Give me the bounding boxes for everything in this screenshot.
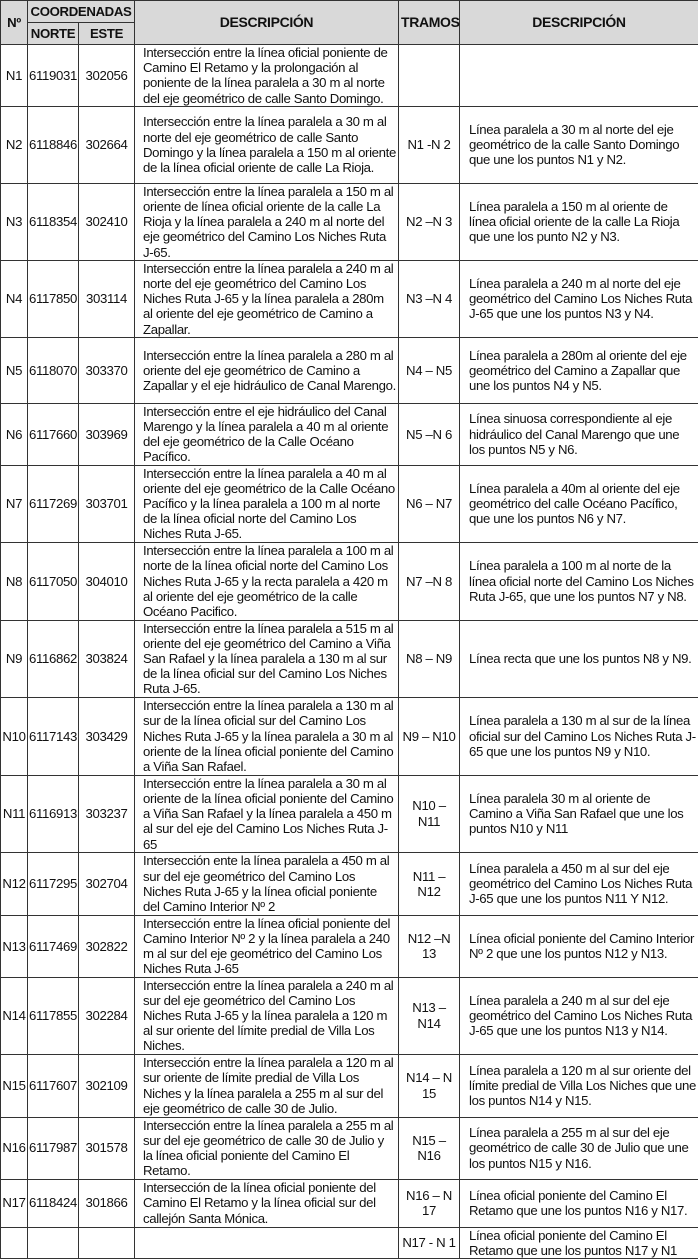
segment-description: Línea paralela a 100 m al norte de la línea oficial norte del Camino Los Niches Ruta J-65, que une los puntos N7 y N8.: [460, 542, 698, 620]
segment-description: Línea paralela a 240 m al norte del eje geométrico del Camino Los Niches Ruta J-65 que une los puntos N3 y N4.: [460, 260, 698, 337]
point-description: Intersección entre la línea paralela a 255 m al sur del eje geométrico de calle 30 de Julio y la línea oficial poniente del Camino El Retamo.: [135, 1117, 399, 1179]
este-coordinate: 302109: [79, 1054, 135, 1117]
segment-description: Línea paralela a 150 m al oriente de línea oficial oriente de la calle La Rioja que une los punto N2 y N3.: [460, 183, 698, 260]
este-coordinate: 301578: [79, 1117, 135, 1179]
norte-coordinate: 6116862: [28, 620, 79, 697]
segment-label: N9 – N10: [399, 697, 460, 775]
point-id: N5: [1, 337, 28, 403]
norte-coordinate: 6116913: [28, 775, 79, 852]
header-tramos: TRAMOS: [399, 1, 460, 45]
segment-label: N1 -N 2: [399, 106, 460, 183]
segment-label: [399, 45, 460, 107]
point-description: Intersección entre la línea paralela a 280 m al oriente del eje geométrico de Camino a Zapallar y el eje hidráulico de Canal Marengo.: [135, 337, 399, 403]
segment-label: N16 – N 17: [399, 1179, 460, 1227]
segment-label: N2 –N 3: [399, 183, 460, 260]
segment-description: Línea paralela a 240 m al sur del eje geométrico del Camino Los Niches Ruta J-65 que une los puntos N13 y N14.: [460, 977, 698, 1054]
point-description: Intersección entre la línea oficial poniente de Camino El Retamo y la prolongación al poniente de la línea paralela a 30 m al norte del eje geométrico de calle Santo Domingo.: [135, 45, 399, 107]
point-id: N13: [1, 915, 28, 977]
point-description: Intersección entre la línea paralela a 40 m al oriente del eje geométrico de la Calle Océano Pacífico y la línea paralela a 100 m al norte de la línea oficial norte del Camino Los Niches Ruta J-65.: [135, 465, 399, 542]
segment-label: N3 –N 4: [399, 260, 460, 337]
este-coordinate: 303237: [79, 775, 135, 852]
este-coordinate: 303370: [79, 337, 135, 403]
norte-coordinate: 6118424: [28, 1179, 79, 1227]
point-description: Intersección ente la línea paralela a 450 m al sur del eje geométrico del Camino Los Niches Ruta J-65 y la línea oficial poniente del Camino Interior Nº 2: [135, 852, 399, 915]
segment-description: Línea sinuosa correspondiente al eje hidráulico del Canal Marengo que une los puntos N5 y N6.: [460, 403, 698, 465]
norte-coordinate: 6117660: [28, 403, 79, 465]
table-row: [1, 260, 698, 337]
este-coordinate: 302284: [79, 977, 135, 1054]
segment-description: Línea paralela a 130 m al sur de la línea oficial sur del Camino Los Niches Ruta J-65 que une los puntos N9 y N10.: [460, 697, 698, 775]
point-description: Intersección entre la línea paralela a 150 m al oriente de línea oficial oriente de la calle La Rioja y la línea paralela a 240 m al norte del eje geométrico del Camino Los Niches Ruta J-65.: [135, 183, 399, 260]
segment-label: N5 –N 6: [399, 403, 460, 465]
table-row: [1, 183, 698, 260]
segment-label: N13 – N14: [399, 977, 460, 1054]
segment-description: Línea oficial poniente del Camino Interior Nº 2 que une los puntos N12 y N13.: [460, 915, 698, 977]
point-id: N16: [1, 1117, 28, 1179]
header-no: Nº: [1, 1, 28, 45]
table-row: [1, 542, 698, 620]
point-description: Intersección entre la línea paralela a 240 m al norte del eje geométrico del Camino Los Niches Ruta J-65 y la línea paralela a 280m al oriente del eje geométrico de Camino a Zapallar.: [135, 260, 399, 337]
segment-description: Línea paralela a 120 m al sur oriente del límite predial de Villa Los Niches que une los puntos N14 y N15.: [460, 1054, 698, 1117]
point-description: Intersección entre la línea paralela a 515 m al oriente del eje geométrico del Camino a Viña San Rafael y la línea paralela a 130 m al sur de la línea oficial sur del Camino Los Niches Ruta J-65.: [135, 620, 399, 697]
point-id: N7: [1, 465, 28, 542]
point-id: [1, 1227, 28, 1258]
point-id: N17: [1, 1179, 28, 1227]
norte-coordinate: 6118846: [28, 106, 79, 183]
este-coordinate: 302056: [79, 45, 135, 107]
point-id: N4: [1, 260, 28, 337]
este-coordinate: 303114: [79, 260, 135, 337]
norte-coordinate: 6118070: [28, 337, 79, 403]
header-este: ESTE: [79, 23, 135, 45]
table-row: [1, 403, 698, 465]
header-coordenadas: COORDENADAS: [28, 1, 135, 23]
segment-description: Línea paralela 30 m al oriente de Camino a Viña San Rafael que une los puntos N10 y N11: [460, 775, 698, 852]
table-row: [1, 915, 698, 977]
point-description: Intersección entre el eje hidráulico del Canal Marengo y la línea paralela a 40 m al oriente del eje geométrico de la Calle Océano Pacífico.: [135, 403, 399, 465]
este-coordinate: 302664: [79, 106, 135, 183]
segment-description: Línea paralela a 40m al oriente del eje geométrico del calle Océano Pacífico, que une los puntos N6 y N7.: [460, 465, 698, 542]
segment-description: Línea oficial poniente del Camino El Retamo que une los puntos N17 y N1: [460, 1227, 698, 1258]
table-row: [1, 977, 698, 1054]
point-description: Intersección entre la línea paralela a 30 m al oriente de la línea oficial poniente del Camino a Viña San Rafael y la línea paralela a 450 m al sur del eje del Camino Los Niches Ruta J-65: [135, 775, 399, 852]
point-id: N15: [1, 1054, 28, 1117]
este-coordinate: 303969: [79, 403, 135, 465]
este-coordinate: 302822: [79, 915, 135, 977]
point-id: N2: [1, 106, 28, 183]
este-coordinate: [79, 1227, 135, 1258]
segment-description: Línea paralela a 30 m al norte del eje geométrico de la calle Santo Domingo que une los puntos N1 y N2.: [460, 106, 698, 183]
table-row: [1, 697, 698, 775]
norte-coordinate: 6117295: [28, 852, 79, 915]
header-descripcion-tramo: DESCRIPCIÓN: [460, 1, 698, 45]
table-row: [1, 106, 698, 183]
point-id: N14: [1, 977, 28, 1054]
segment-label: N15 – N16: [399, 1117, 460, 1179]
table-row: [1, 1179, 698, 1227]
este-coordinate: 302410: [79, 183, 135, 260]
norte-coordinate: 6117469: [28, 915, 79, 977]
point-id: N12: [1, 852, 28, 915]
table-row: [1, 1117, 698, 1179]
segment-description: Línea paralela a 255 m al sur del eje geométrico de calle 30 de Julio que une los puntos N15 y N16.: [460, 1117, 698, 1179]
table-row: [1, 45, 698, 107]
segment-label: N14 – N 15: [399, 1054, 460, 1117]
point-id: N6: [1, 403, 28, 465]
segment-label: N10 – N11: [399, 775, 460, 852]
point-description: Intersección entre la línea paralela a 100 m al norte de la línea oficial norte del Camino Los Niches Ruta J-65 y la recta paralela a 420 m al oriente del eje geométrico de la calle Océano Pacifico.: [135, 542, 399, 620]
header-descripcion: DESCRIPCIÓN: [135, 1, 399, 45]
segment-label: N11 – N12: [399, 852, 460, 915]
segment-label: N7 –N 8: [399, 542, 460, 620]
table-row: [1, 337, 698, 403]
table-row: [1, 1227, 698, 1258]
segment-description: Línea paralela a 450 m al sur del eje geométrico del Camino Los Niches Ruta J-65 que une los puntos N11 Y N12.: [460, 852, 698, 915]
point-description: Intersección de la línea oficial poniente del Camino El Retamo y la línea oficial sur del callejón Santa Mónica.: [135, 1179, 399, 1227]
point-description: Intersección entre la línea paralela a 30 m al norte del eje geométrico de calle Santo Domingo y la línea paralela a 150 m al oriente de la línea oficial oriente de calle La Rioja.: [135, 106, 399, 183]
segment-label: N6 – N7: [399, 465, 460, 542]
point-description: Intersección entre la línea paralela a 240 m al sur del eje geométrico del Camino Los Niches Ruta J-65 y la línea paralela a 120 m al sur oriente del límite predial de Villa Los Niches.: [135, 977, 399, 1054]
header-norte: NORTE: [28, 23, 79, 45]
este-coordinate: 301866: [79, 1179, 135, 1227]
segment-description: Línea oficial poniente del Camino El Retamo que une los puntos N16 y N17.: [460, 1179, 698, 1227]
norte-coordinate: 6119031: [28, 45, 79, 107]
este-coordinate: 303429: [79, 697, 135, 775]
segment-label: N4 – N5: [399, 337, 460, 403]
norte-coordinate: 6117987: [28, 1117, 79, 1179]
norte-coordinate: 6117850: [28, 260, 79, 337]
point-id: N11: [1, 775, 28, 852]
segment-description: [460, 45, 698, 107]
point-description: Intersección entre la línea paralela a 130 m al sur de la línea oficial sur del Camino Los Niches Ruta J-65 y la línea paralela a 30 m al oriente de la línea oficial poniente del Camino a Viña San Rafael.: [135, 697, 399, 775]
segment-description: Línea paralela a 280m al oriente del eje geométrico del Camino a Zapallar que une los puntos N4 y N5.: [460, 337, 698, 403]
segment-description: Línea recta que une los puntos N8 y N9.: [460, 620, 698, 697]
segment-label: N12 –N 13: [399, 915, 460, 977]
table-row: [1, 1054, 698, 1117]
point-id: N1: [1, 45, 28, 107]
table-row: [1, 852, 698, 915]
point-description: [135, 1227, 399, 1258]
table-row: [1, 775, 698, 852]
point-id: N8: [1, 542, 28, 620]
segment-label: N17 - N 1: [399, 1227, 460, 1258]
point-id: N9: [1, 620, 28, 697]
point-id: N3: [1, 183, 28, 260]
norte-coordinate: 6117269: [28, 465, 79, 542]
este-coordinate: 304010: [79, 542, 135, 620]
norte-coordinate: 6118354: [28, 183, 79, 260]
norte-coordinate: [28, 1227, 79, 1258]
point-description: Intersección entre la línea oficial poniente del Camino Interior Nº 2 y la línea paralela a 240 m al sur del eje geométrico del Camino Los Niches Ruta J-65: [135, 915, 399, 977]
table-row: [1, 620, 698, 697]
norte-coordinate: 6117050: [28, 542, 79, 620]
segment-label: N8 – N9: [399, 620, 460, 697]
este-coordinate: 303824: [79, 620, 135, 697]
este-coordinate: 302704: [79, 852, 135, 915]
point-description: Intersección entre la línea paralela a 120 m al sur oriente de límite predial de Villa Los Niches y la línea paralela a 255 m al sur del eje geométrico de calle 30 de Julio.: [135, 1054, 399, 1117]
norte-coordinate: 6117143: [28, 697, 79, 775]
table-row: [1, 465, 698, 542]
norte-coordinate: 6117855: [28, 977, 79, 1054]
norte-coordinate: 6117607: [28, 1054, 79, 1117]
este-coordinate: 303701: [79, 465, 135, 542]
point-id: N10: [1, 697, 28, 775]
